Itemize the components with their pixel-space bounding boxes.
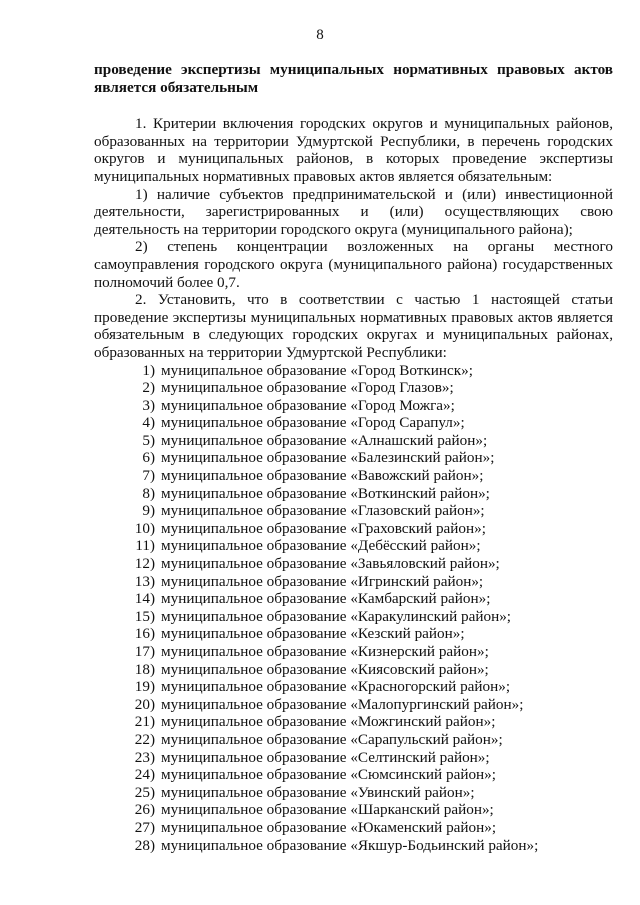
- list-item-number: 3): [142, 396, 155, 414]
- list-item-number: 23): [134, 748, 155, 766]
- page-number: 8: [316, 27, 324, 43]
- list-item: [94, 731, 613, 749]
- list-item: [94, 590, 613, 608]
- list-item-text: муниципальное образование «Граховский район»;: [161, 519, 486, 537]
- list-item: [94, 502, 613, 520]
- list-item-text: муниципальное образование «Дебёсский район»;: [161, 537, 481, 555]
- list-item-text: муниципальное образование «Сюмсинский район»;: [161, 766, 496, 784]
- list-item-number: 19): [134, 678, 155, 696]
- list-item-text: муниципальное образование «Вавожский район»;: [161, 467, 484, 485]
- list-item-number: 21): [134, 713, 155, 731]
- list-item-number: 24): [134, 766, 155, 784]
- paragraph-criterion-2-continued: самоуправления городского округа (муниципального района) государственных полномочий более 0,7.: [94, 255, 613, 291]
- list-item-number: 13): [134, 572, 155, 590]
- list-item-text: муниципальное образование «Юкаменский район»;: [161, 818, 497, 836]
- list-item-number: 12): [134, 555, 155, 573]
- list-item: [94, 678, 613, 696]
- list-item-number: 1): [142, 361, 155, 379]
- list-item: [94, 801, 613, 819]
- list-item: [94, 573, 613, 591]
- list-item: [94, 467, 613, 485]
- list-item-number: 22): [134, 730, 155, 748]
- list-item: [94, 625, 613, 643]
- list-item-number: 18): [134, 660, 155, 678]
- list-item-text: муниципальное образование «Алнашский район»;: [161, 431, 488, 449]
- list-item: [94, 837, 613, 855]
- paragraph-criteria: 1. Критерии включения городских округов и муниципальных районов, образованных на территории Удмуртской Республики, в перечень городских округов и муниципальных районов, в которых проведение экспертизы муниципальных нормативных правовых актов является обязательным:: [94, 115, 613, 185]
- list-item: [94, 555, 613, 573]
- list-item: [94, 432, 613, 450]
- list-item-text: муниципальное образование «Киясовский район»;: [161, 660, 489, 678]
- list-item-number: 20): [134, 695, 155, 713]
- list-item-text: муниципальное образование «Город Можга»;: [161, 396, 455, 414]
- list-item: [94, 766, 613, 784]
- list-item-number: 2): [142, 379, 155, 397]
- list-item: [94, 749, 613, 767]
- list-item: [94, 713, 613, 731]
- list-item: [94, 379, 613, 397]
- list-item-text: муниципальное образование «Завьяловский район»;: [161, 555, 500, 573]
- list-item-number: 25): [134, 783, 155, 801]
- list-item-text: муниципальное образование «Якшур-Бодьинский район»;: [161, 836, 539, 854]
- paragraph-criterion-2-line-1: 2) степень концентрации возложенных на органы местного: [135, 238, 613, 256]
- paragraph-criterion-1: 1) наличие субъектов предпринимательской и (или) инвестиционной деятельности, зарегистрированных и (или) осуществляющих свою деятельность на территории городского округа (муниципального района);: [94, 185, 613, 238]
- list-item: [94, 520, 613, 538]
- list-item-number: 14): [134, 590, 155, 608]
- list-item-number: 27): [134, 818, 155, 836]
- paragraph-establish: 2. Установить, что в соответствии с частью 1 настоящей статьи проведение экспертизы муниципальных нормативных правовых актов является обязательным в следующих городских округах и муниципальных районах, образованных на территории Удмуртской Республики:: [94, 291, 613, 361]
- list-item: [94, 485, 613, 503]
- list-item-text: муниципальное образование «Глазовский район»;: [161, 502, 485, 520]
- list-item: [94, 537, 613, 555]
- document-body: [94, 61, 613, 854]
- list-item-number: 15): [134, 607, 155, 625]
- list-item-text: муниципальное образование «Балезинский район»;: [161, 449, 495, 467]
- list-item-text: муниципальное образование «Воткинский район»;: [161, 484, 490, 502]
- municipal-list: [94, 362, 613, 855]
- list-item-text: муниципальное образование «Красногорский район»;: [161, 678, 511, 696]
- list-item-text: муниципальное образование «Шарканский район»;: [161, 801, 494, 819]
- list-item-text: муниципальное образование «Камбарский район»;: [161, 590, 491, 608]
- list-item: [94, 397, 613, 415]
- list-item-text: муниципальное образование «Кезский район»;: [161, 625, 465, 643]
- list-item-number: 11): [135, 537, 155, 555]
- list-item: [94, 661, 613, 679]
- list-item-number: 4): [142, 414, 155, 432]
- list-item-number: 7): [142, 467, 155, 485]
- list-item-text: муниципальное образование «Можгинский район»;: [161, 713, 496, 731]
- list-item-number: 6): [142, 449, 155, 467]
- list-item-text: муниципальное образование «Кизнерский район»;: [161, 643, 489, 660]
- list-item-text: муниципальное образование «Игринский район»;: [161, 572, 484, 590]
- list-item-text: муниципальное образование «Увинский район»;: [161, 783, 475, 801]
- list-item-number: 8): [142, 484, 155, 502]
- list-item-number: 10): [134, 519, 155, 537]
- list-item-number: 28): [134, 836, 155, 854]
- list-item-text: муниципальное образование «Селтинский район»;: [161, 748, 490, 766]
- list-item: [94, 449, 613, 467]
- list-item: [94, 696, 613, 714]
- list-item: [94, 608, 613, 626]
- list-item-number: 16): [134, 625, 155, 643]
- list-item-number: 9): [142, 502, 155, 520]
- list-item-text: муниципальное образование «Каракулинский район»;: [161, 607, 512, 625]
- list-item: [94, 819, 613, 837]
- list-item-text: муниципальное образование «Малопургинский район»;: [161, 695, 524, 713]
- list-item: [94, 414, 613, 432]
- list-item-text: муниципальное образование «Город Сарапул»;: [161, 414, 465, 432]
- list-item: [94, 643, 613, 661]
- list-item-text: муниципальное образование «Город Глазов»;: [161, 379, 454, 397]
- list-item-text: муниципальное образование «Сарапульский район»;: [161, 730, 503, 748]
- list-item-text: муниципальное образование «Город Воткинск»;: [161, 361, 473, 379]
- list-item: [94, 362, 613, 380]
- section-heading: проведение экспертизы муниципальных нормативных правовых актов является обязательным: [94, 61, 613, 96]
- list-item-number: 17): [134, 643, 155, 660]
- list-item-number: 26): [134, 801, 155, 819]
- list-item: [94, 784, 613, 802]
- list-item-number: 5): [142, 431, 155, 449]
